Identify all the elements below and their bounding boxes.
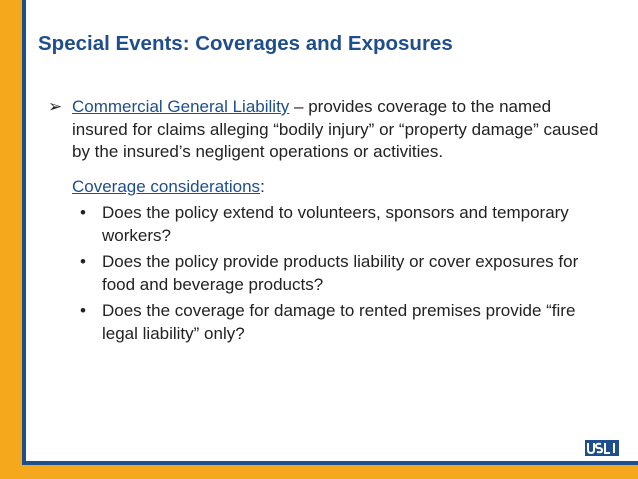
list-item bbox=[80, 300, 606, 345]
arrow-bullet-icon: ➢ bbox=[48, 97, 63, 116]
list-item bbox=[80, 202, 606, 247]
bullet-dot-icon: • bbox=[80, 301, 86, 320]
cgl-description: – provides coverage to the named insured for claims alleging “bodily injury” or “property damage” caused by the insured’s negligent operations or activities. bbox=[72, 97, 599, 161]
slide-title: Special Events: Coverages and Exposures bbox=[38, 32, 453, 55]
list-item-text: Does the policy provide products liability or cover exposures for food and beverage products? bbox=[102, 252, 579, 294]
main-bullet bbox=[46, 96, 606, 164]
considerations-label: Coverage considerations bbox=[72, 176, 261, 196]
usli-logo-icon bbox=[585, 440, 619, 456]
coverage-considerations bbox=[46, 176, 606, 199]
cgl-term: Commercial General Liability bbox=[72, 97, 290, 116]
bullet-dot-icon: • bbox=[80, 252, 86, 271]
slide-content bbox=[46, 96, 606, 349]
list-item-text: Does the policy extend to volunteers, sponsors and temporary workers? bbox=[102, 203, 569, 245]
list-item-text: Does the coverage for damage to rented premises provide “fire legal liability” only? bbox=[102, 301, 576, 343]
left-accent-line bbox=[22, 0, 26, 465]
bottom-accent-line bbox=[26, 461, 638, 465]
bottom-accent-bar bbox=[0, 465, 638, 479]
list-item bbox=[80, 251, 606, 296]
left-accent-bar bbox=[0, 0, 22, 465]
considerations-suffix: : bbox=[260, 176, 265, 196]
considerations-list bbox=[46, 202, 606, 345]
bullet-dot-icon: • bbox=[80, 203, 86, 222]
